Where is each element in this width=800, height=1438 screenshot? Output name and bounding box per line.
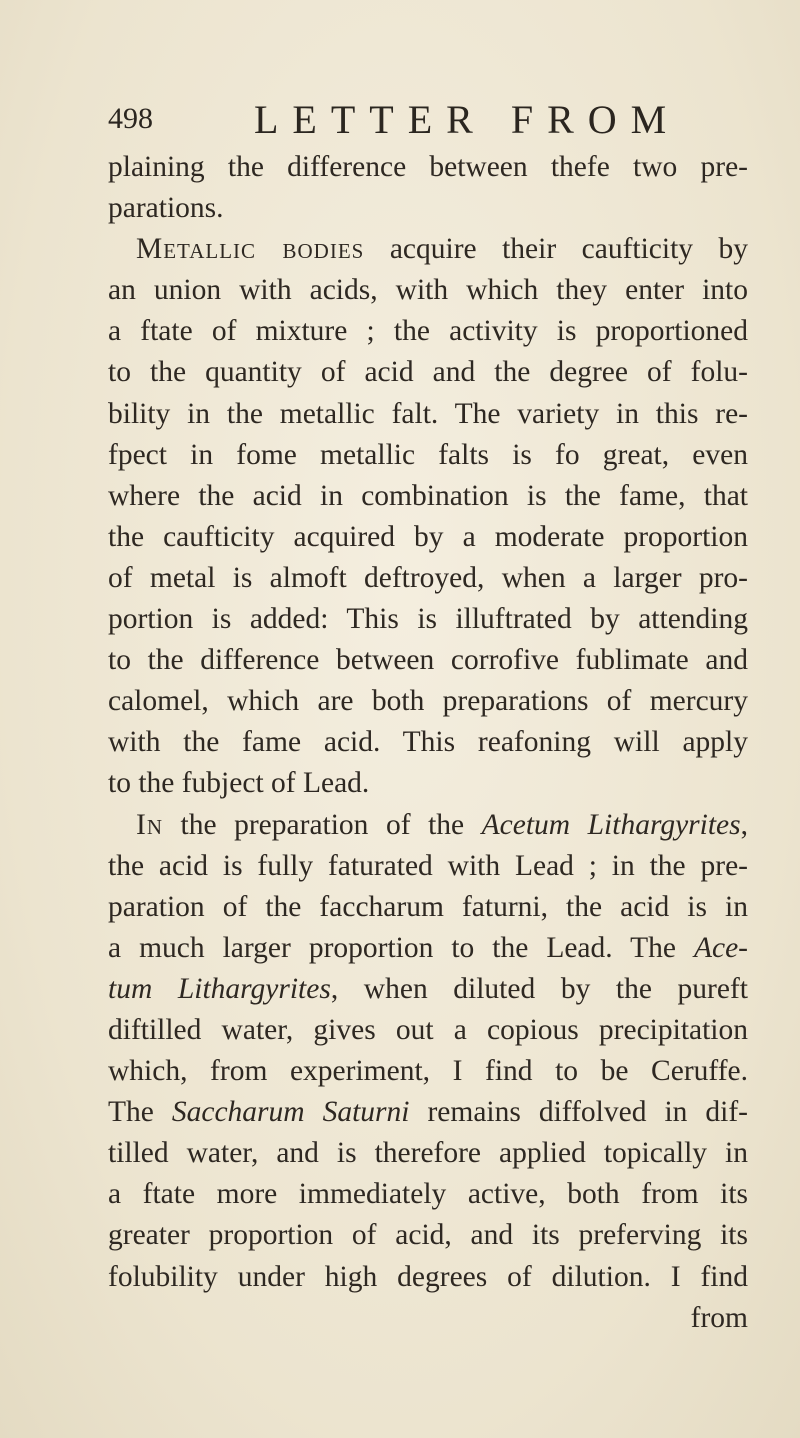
text-line: to the quantity of acid and the degree of folu-	[108, 356, 748, 389]
text-line: the acid is fully faturated with Lead ; in the pre-	[108, 849, 748, 882]
text-line: portion is added: This is illuftrated by attending	[108, 603, 748, 636]
text-line: with the fame acid. This reafoning will apply	[108, 726, 748, 759]
italic-term: Ace-	[693, 931, 748, 964]
text-line: plaining the difference between thefe two pre-	[108, 151, 748, 183]
text-line: The Saccharum Saturni remains diffolved in dif-	[108, 1096, 748, 1129]
text-line: tum Lithargyrites, when diluted by the pureft	[108, 972, 748, 1005]
body-text	[108, 147, 748, 1339]
text-line: of metal is almoft deftroyed, when a larger pro-	[108, 561, 748, 594]
text-line: a ftate of mixture ; the activity is proportioned	[108, 315, 748, 348]
small-caps-lead: In	[136, 808, 163, 841]
text-line: diftilled water, gives out a copious precipitation	[108, 1013, 748, 1046]
text-line: paration of the faccharum faturni, the acid is in	[108, 890, 748, 923]
text-line: to the fubject of Lead.	[108, 767, 370, 800]
text-line: fpect in fome metallic falts is fo great, even	[108, 438, 748, 471]
text-line: parations.	[108, 192, 224, 225]
text-line: bility in the metallic falt. The variety in this re-	[108, 397, 748, 430]
text-line: greater proportion of acid, and its preferving its	[108, 1219, 748, 1252]
text-line: an union with acids, with which they enter into	[108, 274, 748, 307]
text-line: a ftate more immediately active, both from its	[108, 1178, 748, 1211]
text-line: which, from experiment, I find to be Ceruffe.	[108, 1055, 748, 1088]
text-line: where the acid in combination is the fame, that	[108, 479, 748, 512]
catchword: from	[690, 1301, 748, 1334]
running-title: LETTER FROM	[254, 97, 681, 142]
text-line: a much larger proportion to the Lead. The Ace-	[108, 931, 748, 964]
text-line: In the preparation of the Acetum Lithargyrites,	[136, 808, 748, 841]
small-caps-lead: Metallic bodies	[136, 233, 365, 266]
text-line: to the difference between corrofive fublimate and	[108, 644, 748, 677]
text-line: folubility under high degrees of dilution. I find	[108, 1260, 748, 1293]
italic-term: Saccharum Saturni	[171, 1096, 410, 1129]
page-header	[108, 96, 748, 140]
italic-term: Acetum Lithargyrites	[481, 808, 741, 841]
text-line: calomel, which are both preparations of mercury	[108, 685, 748, 718]
text-line: Metallic bodies acquire their caufticity by	[136, 233, 748, 266]
page-number: 498	[108, 102, 153, 135]
italic-term: tum Lithargyrites	[108, 972, 331, 1005]
text-line: tilled water, and is therefore applied topically in	[108, 1137, 748, 1170]
text-line: the caufticity acquired by a moderate proportion	[108, 520, 748, 553]
